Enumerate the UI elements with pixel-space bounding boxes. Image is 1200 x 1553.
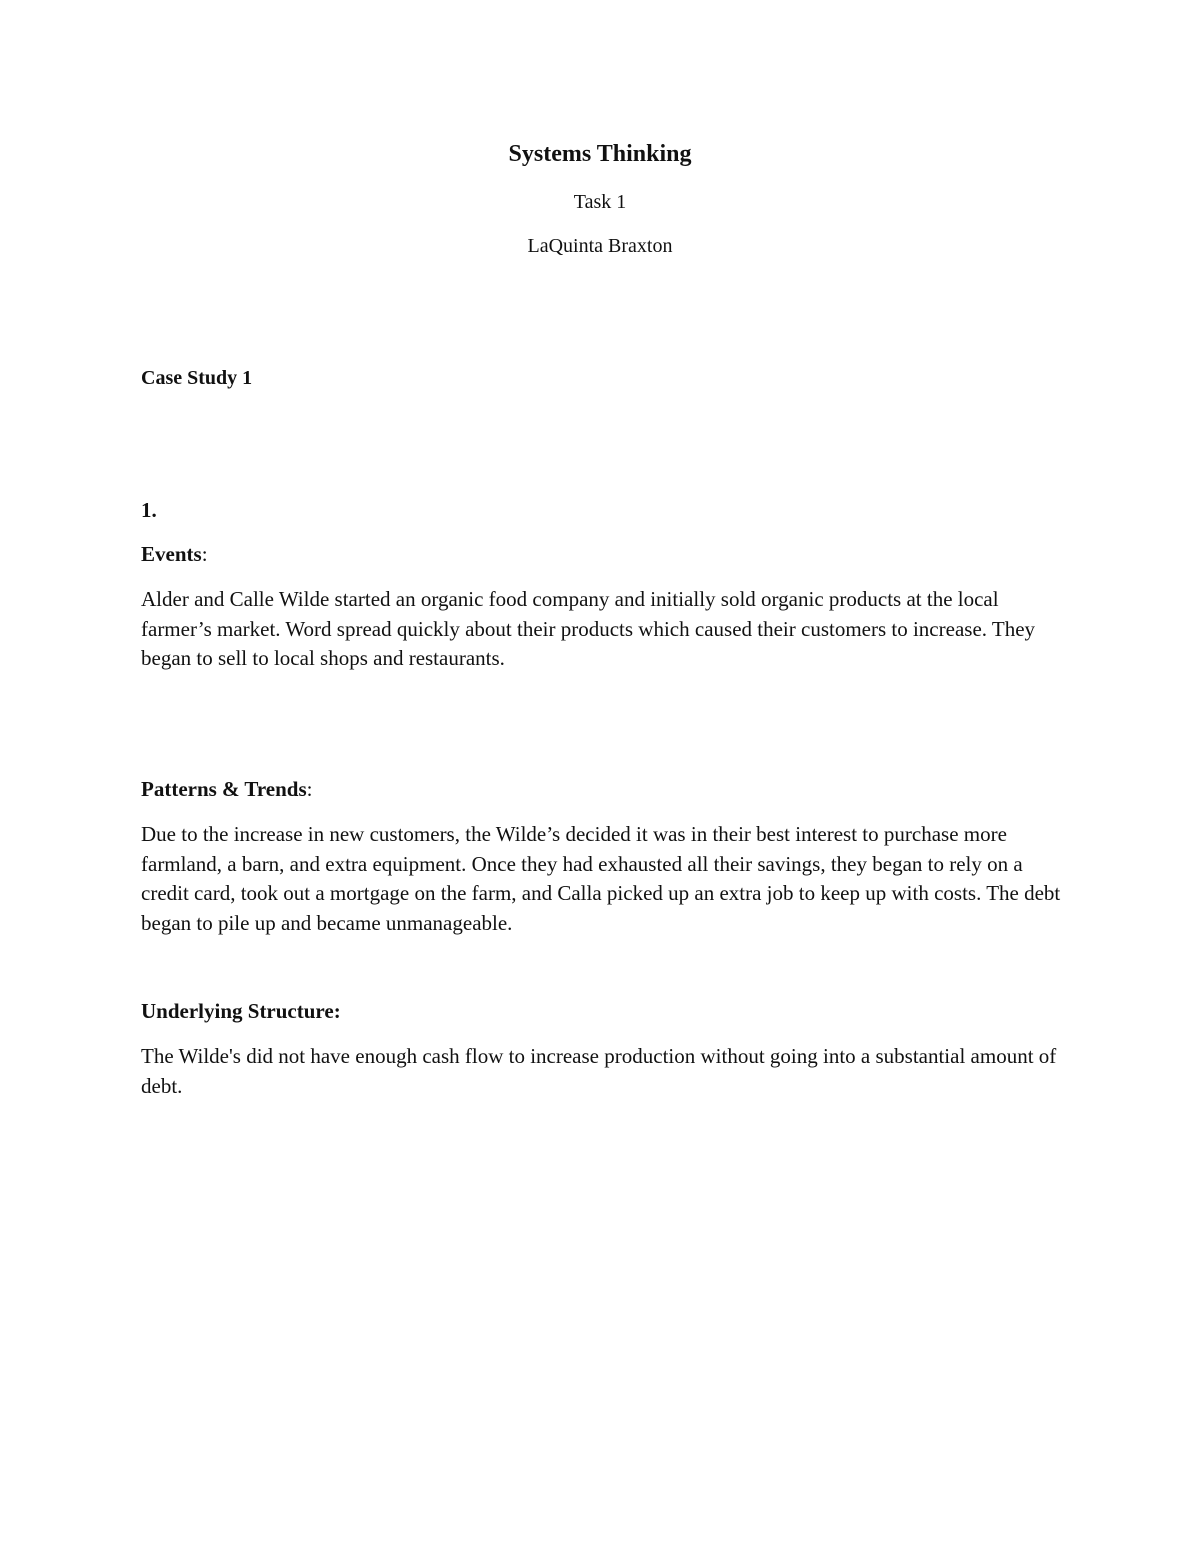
case-study-heading: Case Study 1 xyxy=(141,367,253,389)
patterns-paragraph: Due to the increase in new customers, the Wilde’s decided it was in their best interest to purchase more farmland, a barn, and extra equipment. Once they had exhausted all their savings, they began to rely on a credit card, took out a mortgage on the farm, and Calla picked up an extra job to keep up with costs. The debt began to pile up and became unmanageable. xyxy=(141,822,1061,935)
question-number: 1. xyxy=(141,498,157,522)
document-title: Systems Thinking xyxy=(508,141,692,167)
events-heading-colon: : xyxy=(201,542,208,566)
patterns-heading-colon: : xyxy=(306,777,313,801)
author-name: LaQuinta Braxton xyxy=(527,235,673,257)
task-label: Task 1 xyxy=(573,191,627,213)
underlying-structure-heading: Underlying Structure: xyxy=(141,999,341,1023)
events-heading xyxy=(141,540,1071,570)
underlying-structure-paragraph: The Wilde's did not have enough cash flow to increase production without going into a substantial amount of debt. xyxy=(141,1044,1057,1098)
patterns-heading xyxy=(141,775,1071,805)
events-heading-label: Events xyxy=(141,542,202,566)
events-paragraph: Alder and Calle Wilde started an organic food company and initially sold organic products at the local farmer’s market. Word spread quickly about their products which caused their customers to increase. They began to sell to local shops and restaurants. xyxy=(141,587,1036,670)
patterns-heading-label: Patterns & Trends xyxy=(141,777,307,801)
